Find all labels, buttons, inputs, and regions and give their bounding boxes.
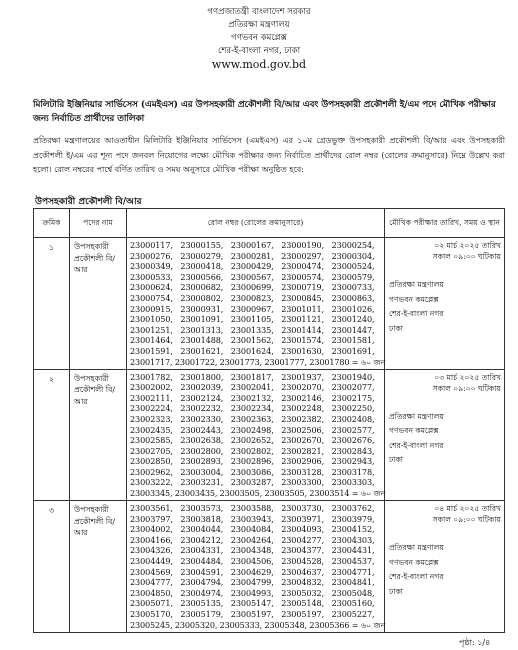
roll-number: 23005227,: [331, 609, 375, 619]
exam-venue-line: গণভবন কমপ্লেক্স: [389, 294, 439, 304]
exam-venue-line: প্রতিরক্ষা মন্ত্রণালয়: [389, 280, 444, 289]
roll-number: 23004850,: [130, 587, 173, 598]
roll-number: 23001591,: [130, 345, 173, 356]
roll-number: 23000155,: [180, 240, 224, 250]
roll-number: 23003128,: [281, 466, 325, 477]
roll-number: 23002577,: [331, 424, 375, 435]
roll-number: 23003178,: [331, 466, 375, 477]
roll-number: 23002585,: [130, 435, 173, 446]
office-name: গণভবন কমপ্লেক্স: [231, 33, 287, 43]
roll-number: 23002232,: [180, 403, 224, 414]
roll-number: 23002506,: [281, 424, 325, 435]
roll-number: 23000474,: [281, 261, 325, 272]
roll-number: 23003231,: [180, 477, 224, 488]
exam-venue: [389, 541, 501, 599]
roll-number: 23004348,: [230, 545, 274, 556]
roll-last-line: 23001717, 23001722, 23001773, 23001777, 23001780 = ৬০ জন: [130, 356, 386, 367]
header-serial: ক্রমিক: [34, 209, 70, 238]
exam-venue-line: প্রতিরক্ষা মন্ত্রণালয়: [389, 543, 444, 553]
roll-number: 23002224,: [130, 403, 173, 414]
roll-number: 23005160,: [331, 598, 375, 609]
roll-number: 23003797,: [130, 513, 173, 524]
roll-number: 23000967,: [230, 303, 274, 314]
roll-number: 23004084,: [230, 524, 274, 535]
roll-number: 23001313,: [180, 324, 224, 335]
roll-number: 23002670,: [281, 435, 325, 446]
roll-number: 23000281,: [230, 250, 274, 261]
roll-number: 23004331,: [180, 545, 224, 556]
row-roll-numbers: [127, 238, 385, 370]
roll-number: 23002323,: [130, 413, 173, 424]
roll-number: 23002330,: [180, 413, 224, 424]
roll-number: 23004777,: [130, 577, 173, 588]
roll-number: 23002800,: [180, 445, 224, 456]
roll-number: 23002363,: [230, 413, 274, 424]
roll-number: 23004431,: [331, 545, 375, 556]
roll-number: 23000624,: [130, 282, 173, 293]
roll-number: 23000863,: [331, 292, 375, 303]
roll-number: 23001026,: [331, 303, 375, 314]
roll-number: 23003971,: [281, 513, 325, 524]
roll-last-line: 23005245, 23005320, 23005333, 23005348, 23005366 = ৬০ জন: [130, 619, 386, 630]
roll-number: 23002111,: [130, 392, 173, 403]
page-number: পৃষ্ঠা: ১/৪: [459, 638, 491, 647]
roll-number: 23000802,: [180, 292, 224, 303]
roll-number: 23000754,: [130, 292, 173, 303]
exam-time: সকাল ০৯:০০ ঘটিকায়: [432, 515, 501, 525]
exam-venue-line: প্রতিরক্ষা মন্ত্রণালয়: [389, 411, 444, 421]
roll-number: 23000167,: [230, 240, 274, 250]
roll-number: 23003086,: [230, 466, 274, 477]
roll-number: 23003943,: [230, 513, 274, 524]
roll-number: 23001464,: [130, 335, 173, 346]
roll-number: 23003573,: [180, 503, 224, 514]
website-link[interactable]: www.mod.gov.bd: [211, 58, 307, 71]
roll-number: 23000524,: [331, 261, 375, 272]
roll-number: 23002896,: [230, 456, 274, 467]
roll-number: 23004506,: [230, 556, 274, 567]
table-row: [34, 238, 505, 370]
exam-venue-line: ঢাকা: [389, 586, 404, 596]
roll-number: 23000823,: [230, 292, 274, 303]
notice-body: প্রতিরক্ষা মন্ত্রণালয়ের আওতাধীন মিলিটারি ইঞ্জিনিয়ার সার্ভিসেস (এমইএস) এর ১০ম গ্রেডভুক্ত উপসহকারী প্রকৌশলী বি/আর এবং উপসহকারী প্রকৌশলী ই/এম এর শূন্য পদে জনবল নিয়োগের লক্ষ্যে মৌখিক পরীক্ষার জন্য নির্বাচিত প্রার্থীদের রোল নম্বর (রোলের ক্রমানুসারে) নিম্নে উল্লেখ করা হলো। রোল নম্বরের পার্শ্বে বর্ণিত তারিখ ও সময় অনুসারে মৌখিক পরীক্ষা অনুষ্ঠিত হবে:: [33, 136, 505, 174]
roll-number: 23000845,: [281, 292, 325, 303]
exam-date: ০২ মার্চ ২০২৫ তারিখ: [434, 241, 501, 250]
roll-number: 23004093,: [281, 524, 325, 535]
roll-number: 23002070,: [281, 382, 325, 393]
exam-venue-line: গণভবন কমপ্লেক্স: [389, 557, 439, 567]
roll-number: 23005147,: [230, 598, 274, 609]
roll-number: 23002893,: [180, 456, 224, 467]
table-row: [34, 501, 505, 633]
roll-number: 23002652,: [230, 435, 274, 446]
roll-number: 23004152,: [331, 524, 375, 535]
exam-venue-line: গণভবন কমপ্লেক্স: [389, 426, 439, 436]
roll-number: 23001574,: [281, 335, 325, 346]
roll-number: 23002705,: [130, 445, 173, 456]
candidate-table: [33, 208, 505, 633]
roll-number: 23002077,: [331, 382, 375, 393]
roll-number: 23002906,: [281, 456, 325, 467]
roll-number: 23004637,: [281, 566, 325, 577]
roll-number: 23002124,: [180, 392, 224, 403]
letterhead: [0, 6, 518, 72]
roll-number: 23000579,: [331, 271, 375, 282]
roll-number: 23000682,: [180, 282, 224, 293]
row-serial: ৩: [34, 501, 70, 633]
roll-number: 23002382,: [281, 413, 325, 424]
ministry-name: প্রতিরক্ষা মন্ত্রণালয়: [228, 20, 290, 30]
roll-number: 23002443,: [180, 424, 224, 435]
roll-number: 23004264,: [230, 534, 274, 545]
roll-number: 23004528,: [281, 556, 325, 567]
roll-number: 23000533,: [130, 271, 173, 282]
roll-number: 23001937,: [281, 371, 325, 382]
roll-number: 23001240,: [331, 314, 375, 325]
roll-number: 23002498,: [230, 424, 274, 435]
roll-number: 23004449,: [130, 556, 173, 567]
roll-number: 23002408,: [331, 413, 375, 424]
roll-number: 23001800,: [180, 371, 224, 382]
table-body: [34, 238, 505, 633]
roll-number: 23001624,: [230, 345, 274, 356]
roll-number: 23002175,: [331, 392, 375, 403]
roll-number: 23002676,: [331, 435, 375, 446]
row-exam-schedule: [385, 501, 505, 633]
roll-number: 23000279,: [180, 250, 224, 261]
roll-number: 23004832,: [281, 577, 325, 588]
roll-number: 23001691,: [331, 345, 375, 356]
roll-number: 23001414,: [281, 324, 325, 335]
roll-number: 23005197,: [281, 609, 325, 619]
roll-number: 23001011,: [281, 303, 325, 314]
roll-number: 23003979,: [331, 513, 375, 524]
roll-number: 23004277,: [281, 534, 325, 545]
roll-number: 23004002,: [130, 524, 173, 535]
roll-number: 23001251,: [130, 324, 173, 335]
roll-number: 23000117,: [130, 240, 173, 250]
roll-number: 23004799,: [230, 577, 274, 588]
roll-number: 23002146,: [281, 392, 325, 403]
exam-date: ০৪ মার্চ ২০২৫ তারিখ: [434, 504, 501, 514]
header-post: পদের নাম: [70, 209, 127, 238]
exam-venue-line: শের-ই-বাংলা নগর: [389, 309, 444, 318]
roll-number: 23005048,: [331, 587, 375, 598]
roll-number: 23004484,: [180, 556, 224, 567]
roll-number: 23003287,: [230, 477, 274, 488]
exam-venue-line: ঢাকা: [389, 455, 404, 465]
exam-date: ০৩ মার্চ ২০২৫ তারিখ: [434, 372, 501, 382]
roll-number: 23003561,: [130, 503, 173, 514]
header-rolls: রোল নম্বর (রোলের ক্রমানুসারে): [127, 209, 385, 238]
roll-number: 23002843,: [331, 445, 375, 456]
roll-number: 23005170,: [130, 609, 173, 619]
roll-number: 23005179,: [180, 609, 224, 619]
roll-number: 23002132,: [230, 392, 274, 403]
row-post-name: উপসহকারী প্রকৌশলী বি/আর: [70, 238, 127, 370]
roll-number: 23002802,: [230, 445, 274, 456]
roll-number: 23004841,: [331, 577, 375, 588]
roll-number: 23000297,: [281, 250, 325, 261]
roll-number: 23003222,: [130, 477, 173, 488]
roll-number: 23002638,: [180, 435, 224, 446]
table-header-row: [34, 209, 505, 238]
roll-number: 23003588,: [230, 503, 274, 514]
roll-number: 23002962,: [130, 466, 173, 477]
roll-number: 23004993,: [230, 587, 274, 598]
roll-number: 23000349,: [130, 261, 173, 272]
roll-number: 23000418,: [180, 261, 224, 272]
roll-number: 23002943,: [331, 456, 375, 467]
roll-number: 23004974,: [180, 587, 224, 598]
roll-number: 23001050,: [130, 314, 173, 325]
roll-number: 23001621,: [180, 345, 224, 356]
roll-number: 23002041,: [230, 382, 274, 393]
roll-number: 23003300,: [281, 477, 325, 488]
roll-number: 23000574,: [281, 271, 325, 282]
exam-venue-line: শের-ই-বাংলা নগর: [389, 440, 444, 450]
roll-number: 23005135,: [180, 598, 224, 609]
roll-number: 23000566,: [180, 271, 224, 282]
roll-number: 23001581,: [331, 335, 375, 346]
roll-number: 23005032,: [281, 587, 325, 598]
row-roll-numbers: [127, 369, 385, 501]
roll-number: 23002821,: [281, 445, 325, 456]
roll-grid: [127, 370, 384, 489]
row-roll-numbers: [127, 501, 385, 633]
roll-number: 23004771,: [331, 566, 375, 577]
roll-number: 23001447,: [331, 324, 375, 335]
roll-number: 23003762,: [331, 503, 375, 514]
roll-number: 23004044,: [180, 524, 224, 535]
roll-number: 23001940,: [331, 371, 375, 382]
roll-number: 23004569,: [130, 566, 173, 577]
row-exam-schedule: [385, 369, 505, 501]
header-exam: মৌখিক পরীক্ষার তারিখ, সময় ও স্থান: [385, 209, 505, 238]
roll-number: 23004212,: [180, 534, 224, 545]
row-serial: ১: [34, 238, 70, 370]
roll-number: 23005148,: [281, 598, 325, 609]
roll-number: 23000254,: [331, 240, 375, 250]
roll-number: 23002234,: [230, 403, 274, 414]
roll-grid: [127, 501, 384, 620]
roll-number: 23000699,: [230, 282, 274, 293]
roll-number: 23003818,: [180, 513, 224, 524]
roll-grid: [127, 238, 384, 357]
roll-number: 23000276,: [130, 250, 173, 261]
roll-number: 23001335,: [230, 324, 274, 335]
roll-number: 23000567,: [230, 271, 274, 282]
roll-number: 23004537,: [331, 556, 375, 567]
roll-number: 23004794,: [180, 577, 224, 588]
roll-last-line: 23003345, 23003435, 23003505, 23003505, 23003514 = ৬০ জন: [130, 488, 386, 499]
section-heading: উপসহকারী প্রকৌশলী বি/আর: [35, 197, 142, 207]
row-serial: ২: [34, 369, 70, 501]
roll-number: 23003004,: [180, 466, 224, 477]
exam-venue: [389, 278, 501, 336]
exam-time: সকাল ০৯:০০ ঘটিকায়: [432, 252, 501, 261]
roll-number: 23000429,: [230, 261, 274, 272]
exam-time: সকাল ০৯:০০ ঘটিকায়: [432, 383, 501, 393]
roll-number: 23003730,: [281, 503, 325, 514]
roll-number: 23000915,: [130, 303, 173, 314]
roll-number: 23001488,: [180, 335, 224, 346]
roll-number: 23001091,: [180, 314, 224, 325]
roll-number: 23002039,: [180, 382, 224, 393]
roll-number: 23001817,: [230, 371, 274, 382]
roll-number: 23001782,: [130, 371, 173, 382]
roll-number: 23001562,: [230, 335, 274, 346]
roll-number: 23002435,: [130, 424, 173, 435]
roll-number: 23004377,: [281, 545, 325, 556]
office-address: শের-ই-বাংলা নগর, ঢাকা: [217, 46, 301, 56]
roll-number: 23005197,: [230, 609, 274, 619]
roll-number: 23001630,: [281, 345, 325, 356]
roll-number: 23002250,: [331, 403, 375, 414]
roll-number: 23004326,: [130, 545, 173, 556]
exam-venue-line: শের-ই-বাংলা নগর: [389, 572, 444, 582]
row-exam-schedule: [385, 238, 505, 370]
exam-venue: [389, 410, 501, 468]
roll-number: 23002002,: [130, 382, 173, 393]
roll-number: 23004166,: [130, 534, 173, 545]
government-name: গণপ্রজাতন্ত্রী বাংলাদেশ সরকার: [207, 7, 311, 17]
table-row: [34, 369, 505, 501]
row-post-name: উপসহকারী প্রকৌশলী বি/আর: [70, 369, 127, 501]
roll-number: 23004303,: [331, 534, 375, 545]
roll-number: 23001121,: [281, 314, 325, 325]
row-post-name: উপসহকারী প্রকৌশলী বি/আর: [70, 501, 127, 633]
roll-number: 23000190,: [281, 240, 325, 250]
roll-number: 23002850,: [130, 456, 173, 467]
roll-number: 23000733,: [331, 282, 375, 293]
roll-number: 23000719,: [281, 282, 325, 293]
roll-number: 23003303,: [331, 477, 375, 488]
roll-number: 23004591,: [180, 566, 224, 577]
roll-number: 23005071,: [130, 598, 173, 609]
roll-number: 23002248,: [281, 403, 325, 414]
notice-title: মিলিটারি ইঞ্জিনিয়ার সার্ভিসেস (এমইএস) এর উপসহকারী প্রকৌশলী বি/আর এবং উপসহকারী প্রকৌশলী ই/এম পদে মৌখিক পরীক্ষার জন্য নির্বাচিত প্রার্থীদের তালিকা: [33, 100, 496, 124]
roll-number: 23004629,: [230, 566, 274, 577]
roll-number: 23000304,: [331, 250, 375, 261]
roll-number: 23001105,: [230, 314, 274, 325]
exam-venue-line: ঢাকা: [389, 323, 404, 333]
roll-number: 23000931,: [180, 303, 224, 314]
